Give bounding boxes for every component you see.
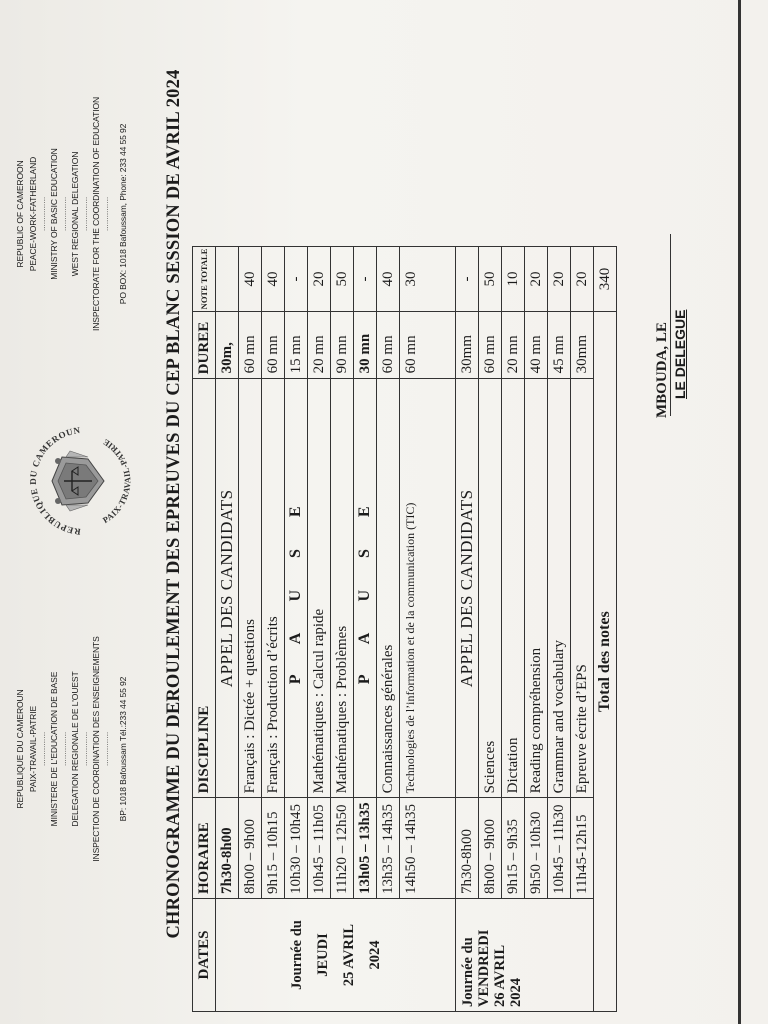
header-left-french (14, 599, 130, 899)
header-right-sep1: …………… (40, 196, 47, 232)
header-right-line5: INSPECTORATE FOR THE COORDINATION OF EDUCATION (91, 96, 101, 332)
discipline-cell: Dictation (502, 379, 525, 798)
table-row (571, 246, 594, 1011)
horaire-cell: 10h30 – 10h45 (285, 798, 308, 899)
svg-text:PAIX-TRAVAIL-PATRIE (101, 437, 133, 525)
total-label: Total des notes (594, 312, 617, 1012)
page-edge-divider (738, 0, 741, 1024)
emblem-text-bottom: PAIX-TRAVAIL-PATRIE (100, 436, 133, 526)
horaire-cell: 14h50 – 14h35 (400, 798, 456, 899)
discipline-cell: Reading compréhension (525, 379, 548, 798)
duree-cell: 60 mn (400, 312, 456, 379)
header-right-sep4: …………… (103, 196, 110, 232)
horaire-cell: 9h15 – 10h15 (262, 798, 285, 899)
table-row (502, 246, 525, 1011)
discipline-cell: Sciences (479, 379, 502, 798)
day2-label-line2: VENDREDI (476, 929, 492, 1007)
total-value: 340 (594, 246, 617, 312)
note-cell: 20 (548, 246, 571, 312)
table-row (262, 246, 285, 1011)
note-cell: 50 (331, 246, 354, 312)
table-row (479, 246, 502, 1011)
day1-label-line3: 25 AVRIL (340, 923, 357, 987)
header-left-sep2: …………… (61, 731, 68, 767)
note-cell: 40 (262, 246, 285, 312)
day2-label-line4: 2024 (508, 978, 524, 1007)
horaire-cell: 9h50 – 10h30 (525, 798, 548, 899)
discipline-cell: P A U S E (285, 379, 308, 798)
duree-cell: 60 mn (239, 312, 262, 379)
note-cell (216, 246, 239, 312)
discipline-cell: APPEL DES CANDIDATS (456, 379, 479, 798)
header-left-sep4: …………… (103, 731, 110, 767)
duree-cell: 30 mn (354, 312, 377, 379)
header-left-line4: DELEGATION REGIONALE DE L'OUEST (70, 671, 80, 827)
day1-label-line2: JEUDI (314, 933, 331, 977)
note-cell: - (285, 246, 308, 312)
horaire-cell: 7h30-8h00 (456, 798, 479, 899)
duree-cell: 60 mn (262, 312, 285, 379)
header-right-line1: REPUBLIC OF CAMEROON (15, 160, 25, 268)
header-left-line3: MINISTERE DE L'EDUCATION DE BASE (49, 671, 59, 827)
horaire-cell: 7h30-8h00 (216, 798, 239, 899)
header-left-line5: INSPECTION DE COORDINATION DES ENSEIGNEMENTS (91, 636, 101, 862)
emblem-text-top: REPUBLIQUE DU CAMEROUN (27, 425, 82, 537)
horaire-cell: 9h15 – 9h35 (502, 798, 525, 899)
table-row (456, 246, 479, 1011)
header-right-sep2: …………… (61, 196, 68, 232)
duree-cell: 20 mn (308, 312, 331, 379)
duree-cell: 90 mn (331, 312, 354, 379)
discipline-cell: Français : Dictée + questions (239, 379, 262, 798)
signature-place: MBOUDA, LE (654, 322, 670, 418)
header-right-line3: MINISTRY OF BASIC EDUCATION (49, 148, 59, 280)
discipline-cell: Français : Production d’écrits (262, 379, 285, 798)
discipline-cell: Mathématiques : Calcul rapide (308, 379, 331, 798)
col-header-duree: DUREE (193, 312, 216, 379)
note-cell: 20 (525, 246, 548, 312)
note-cell: 20 (308, 246, 331, 312)
header-right-contact: PO BOX: 1018 Bafoussam, Phone: 233 44 55 92 (118, 123, 128, 305)
duree-cell: 30mm (571, 312, 594, 379)
note-cell: 40 (377, 246, 400, 312)
schedule-table-wrapper (192, 246, 617, 1012)
duree-cell: 40 mn (525, 312, 548, 379)
table-row (400, 246, 456, 1011)
header-right-line2: PEACE-WORK-FATHERLAND (28, 156, 38, 272)
note-cell: - (354, 246, 377, 312)
table-row (308, 246, 331, 1011)
day2-label-line3: 26 AVRIL (492, 944, 508, 1007)
duree-cell: 20 mn (502, 312, 525, 379)
header-left-line1: REPUBLIQUE DU CAMEROUN (15, 689, 25, 809)
signature-role: LE DELEGUE (672, 309, 688, 399)
horaire-cell: 11h20 – 12h50 (331, 798, 354, 899)
header-left-contact: BP: 1018 Bafoussam Tél.:233 44 55 92 (118, 676, 128, 822)
schedule-table (192, 246, 617, 1012)
duree-cell: 15 mn (285, 312, 308, 379)
duree-cell: 60 mn (479, 312, 502, 379)
table-row (548, 246, 571, 1011)
horaire-cell: 8h00 – 9h00 (479, 798, 502, 899)
discipline-cell: Epreuve écrite d’EPS (571, 379, 594, 798)
note-cell: 10 (502, 246, 525, 312)
horaire-cell: 8h00 – 9h00 (239, 798, 262, 899)
header-right-line4: WEST REGIONAL DELEGATION (70, 151, 80, 277)
discipline-cell: APPEL DES CANDIDATS (216, 379, 239, 798)
duree-cell: 30mm (456, 312, 479, 379)
duree-cell: 45 mn (548, 312, 571, 379)
col-header-dates: DATES (193, 899, 216, 1012)
note-cell: 30 (400, 246, 456, 312)
horaire-cell: 10h45 – 11h05 (308, 798, 331, 899)
note-cell: 20 (571, 246, 594, 312)
table-header-row (193, 246, 216, 1011)
document-title: CHRONOGRAMME DU DEROULEMENT DES EPREUVES DU CEP BLANC SESSION DE AVRIL 2024 (164, 69, 184, 939)
col-header-horaire: HORAIRE (193, 798, 216, 899)
table-row (377, 246, 400, 1011)
day2-label-line1: Journée du (460, 937, 476, 1007)
discipline-cell: Connaissances générales (377, 379, 400, 798)
table-row (525, 246, 548, 1011)
discipline-cell: Technologies de l’information et de la communication (TIC) (400, 379, 456, 798)
table-row (285, 246, 308, 1011)
table-row (216, 246, 239, 1011)
col-header-note: NOTE TOTALE (193, 246, 216, 312)
horaire-cell: 11h45-12h15 (571, 798, 594, 899)
day1-date-cell (216, 899, 456, 1012)
day1-label-line4: 2024 (366, 940, 383, 970)
discipline-cell: Grammar and vocabulary (548, 379, 571, 798)
duree-cell: 30m, (216, 312, 239, 379)
table-row (239, 246, 262, 1011)
col-header-discipline: DISCIPLINE (193, 379, 216, 798)
header-left-line2: PAIX-TRAVAIL-PATRIE (28, 705, 38, 793)
horaire-cell: 13h05 – 13h35 (354, 798, 377, 899)
day2-date-cell (456, 899, 594, 1012)
horaire-cell: 13h35 – 14h35 (377, 798, 400, 899)
header-left-sep1: …………… (40, 731, 47, 767)
table-row (354, 246, 377, 1011)
discipline-cell: Mathématiques : Problèmes (331, 379, 354, 798)
header-left-sep3: …………… (82, 731, 89, 767)
day1-label-line1: Journée du (288, 920, 305, 990)
table-row (331, 246, 354, 1011)
header-right-sep3: …………… (82, 196, 89, 232)
note-cell: 40 (239, 246, 262, 312)
signature-line (670, 234, 671, 416)
header-right-english (14, 54, 130, 374)
discipline-cell: P A U S E (354, 379, 377, 798)
duree-cell: 60 mn (377, 312, 400, 379)
note-cell: - (456, 246, 479, 312)
coat-of-arms-icon (18, 421, 148, 541)
horaire-cell: 10h45 – 11h30 (548, 798, 571, 899)
total-row (594, 246, 617, 1011)
note-cell: 50 (479, 246, 502, 312)
